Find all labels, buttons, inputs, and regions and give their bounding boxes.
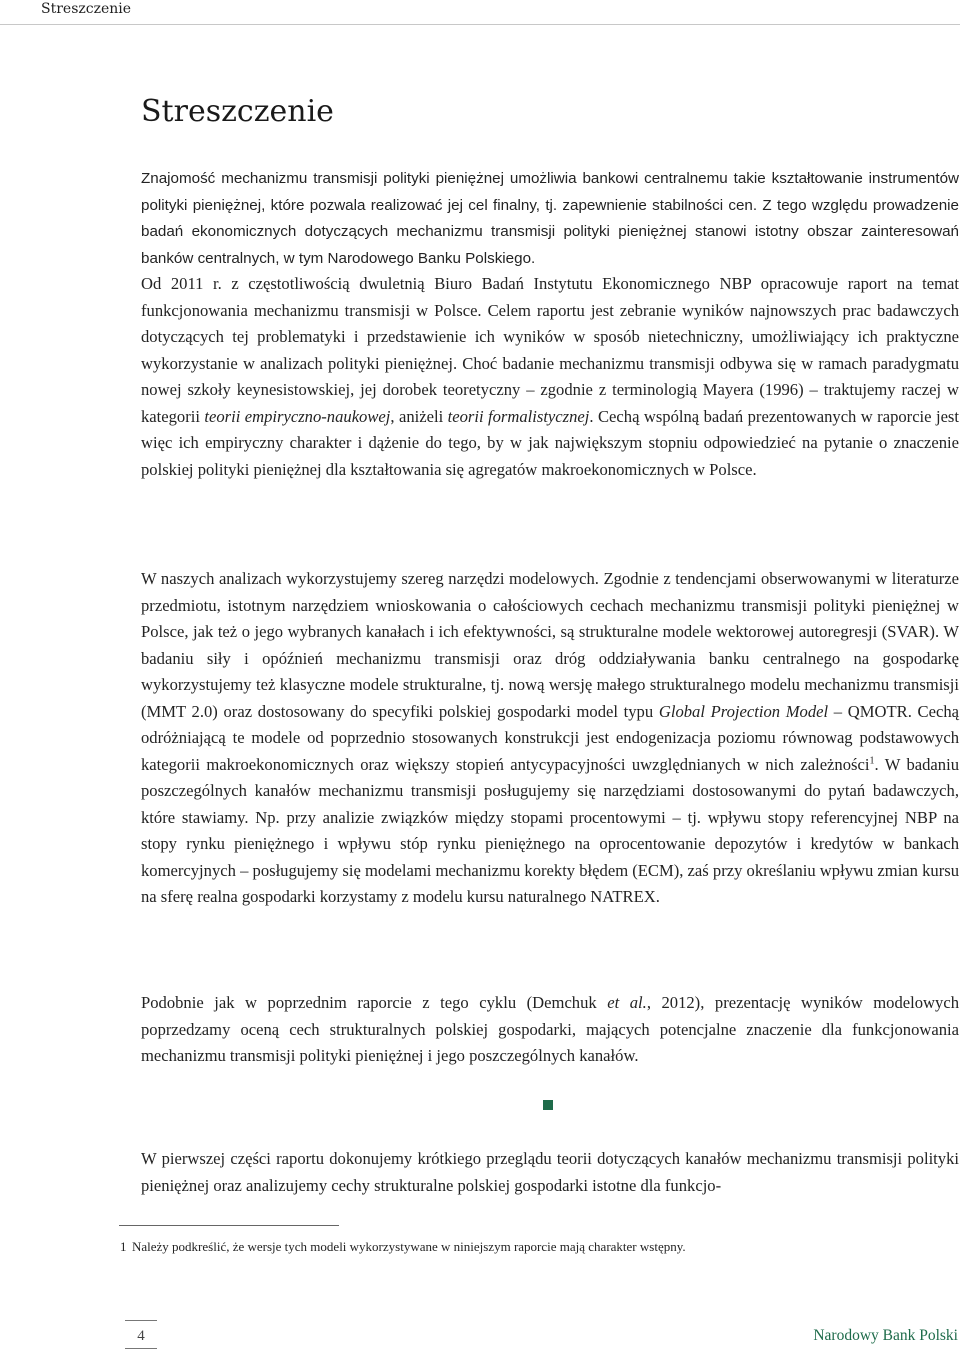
footnote-ref-1[interactable]: 1 — [869, 754, 875, 766]
paragraph-3-text-b: – QMOTR. Cechą odróżniającą te modele od poprzednio stosowanych konstrukcji jest endogenizacja poziomu równowag podstawowych kategorii makroekonomicznych oraz większy stopień antycypacyjności uwzględnianych w nich zależności — [141, 701, 959, 774]
paragraph-3-text-c: . W badaniu poszczególnych kanałów mechanizmu transmisji posługujemy się narzędziami dostosowanymi do pytań badawczych, które stawiamy. Np. przy analizie związków między stopami procentowymi – tj. wpływu stopy referencyjnej NBP na stopy rynku pieniężnego i wpływu stóp rynku pieniężnego na oprocentowanie depozytów i kredytów w bankach komercyjnych – posługujemy się modelami mechanizmu korekty błędem (ECM), zaś przy określaniu wpływu zmian kursu na sferę realna gospodarki korzystamy z modelu kursu naturalnego NATREX. — [141, 754, 959, 906]
paragraph-2-italic-1: teorii empiryczno-naukowej — [204, 406, 391, 426]
paragraph-2-text-c: . Cechą wspólną badań prezentowanych w raporcie jest więc ich empiryczny charakter i dążenie do tego, by w jak największym stopniu odpowiedzieć na pytanie o znaczenie polskiej polityki pieniężnej dla kształtowania się agregatów makroekonomicznych w Polsce. — [141, 406, 959, 479]
page-number-rule-bottom — [125, 1348, 157, 1349]
footnote-divider — [119, 1225, 339, 1226]
header-divider — [0, 24, 960, 25]
page-number: 4 — [137, 1328, 145, 1344]
paragraph-4-italic-1: et al. — [607, 993, 647, 1012]
paragraph-2 — [141, 271, 959, 483]
paragraph-5-text: W pierwszej części raportu dokonujemy krótkiego przeglądu teorii dotyczących kanałów mechanizmu transmisji polityki pieniężnej oraz analizujemy cechy strukturalne polskiej gospodarki istotne dla funkcjo- — [141, 1149, 959, 1195]
paragraph-5 — [141, 1146, 959, 1199]
footnote — [120, 1238, 686, 1256]
footnote-number: 1 — [120, 1239, 127, 1254]
paragraph-1 — [141, 166, 959, 272]
page-title: Streszczenie — [141, 94, 334, 129]
paragraph-2-text-b: , aniżeli — [390, 406, 448, 426]
paragraph-2-italic-2: teorii formalistycznej — [447, 406, 590, 426]
paragraph-3 — [141, 566, 959, 911]
paragraph-4-text-b: , 2012), prezentację wyników modelowych poprzedzamy oceną cech strukturalnych polskiej gospodarki, mających potencjalne znaczenie dla funkcjonowania mechanizmu transmisji polityki pieniężnej i jego poszczególnych kanałów. — [141, 993, 959, 1065]
page-number-rule-top — [125, 1320, 157, 1321]
paragraph-4 — [141, 990, 959, 1070]
paragraph-1-text: Znajomość mechanizmu transmisji polityki pieniężnej umożliwia bankowi centralnemu takie kształtowanie instrumentów polityki pieniężnej, które pozwala realizować jej cel finalny, tj. zapewnienie stabilności cen. Z tego względu prowadzenie badań ekonomicznych dotyczących mechanizmu transmisji polityki pieniężnej stanowi istotny obszar zainteresowań banków centralnych, w tym Narodowego Banku Polskiego. — [141, 170, 959, 267]
paragraph-3-text-a: W naszych analizach wykorzystujemy szereg narzędzi modelowych. Zgodnie z tendencjami obserwowanymi w literaturze przedmiotu, istotnym narzędziem wnioskowania o całościowych cechach mechanizmu transmisji polityki pieniężnej w Polsce, jak też o jego wybranych kanałach i ich efektywności, są strukturalne modele wektorowej autoregresji (SVAR). W badaniu siły i opóźnień mechanizmu transmisji oraz dróg oddziaływania banku centralnego na gospodarkę wykorzystujemy też klasyczne modele strukturalne, tj. nową wersję małego strukturalnego modelu mechanizmu transmisji (MMT 2.0) oraz dostosowany do specyfiki polskiej gospodarki model typu — [141, 569, 959, 721]
paragraph-3-italic-1: Global Projection Model — [658, 701, 829, 721]
paragraph-2-text-a: Od 2011 r. z częstotliwością dwuletnią Biuro Badań Instytutu Ekonomicznego NBP opracowuje raport na temat funkcjonowania mechanizmu transmisji w Polsce. Celem raportu jest zebranie wyników najnowszych prac badawczych dotyczących tej problematyki i przedstawienie ich wyników w sposób nietechniczny, umożliwiający ich praktyczne wykorzystanie w analizach polityki pieniężnej. Choć badanie mechanizmu transmisji odbywa się w ramach paradygmatu nowej szkoły keynesistowskiej, jej dorobek teoretyczny – zgodnie z terminologią Mayera (1996) – traktujemy raczej w kategorii — [141, 274, 959, 426]
footer-brand: Narodowy Bank Polski — [813, 1327, 958, 1344]
running-head: Streszczenie — [41, 1, 132, 17]
footnote-text: Należy podkreślić, że wersje tych modeli wykorzystywane w niniejszym raporcie mają charakter wstępny. — [132, 1239, 686, 1254]
section-separator-square-icon — [543, 1100, 553, 1110]
paragraph-4-text-a: Podobnie jak w poprzednim raporcie z tego cyklu (Demchuk — [141, 993, 608, 1012]
